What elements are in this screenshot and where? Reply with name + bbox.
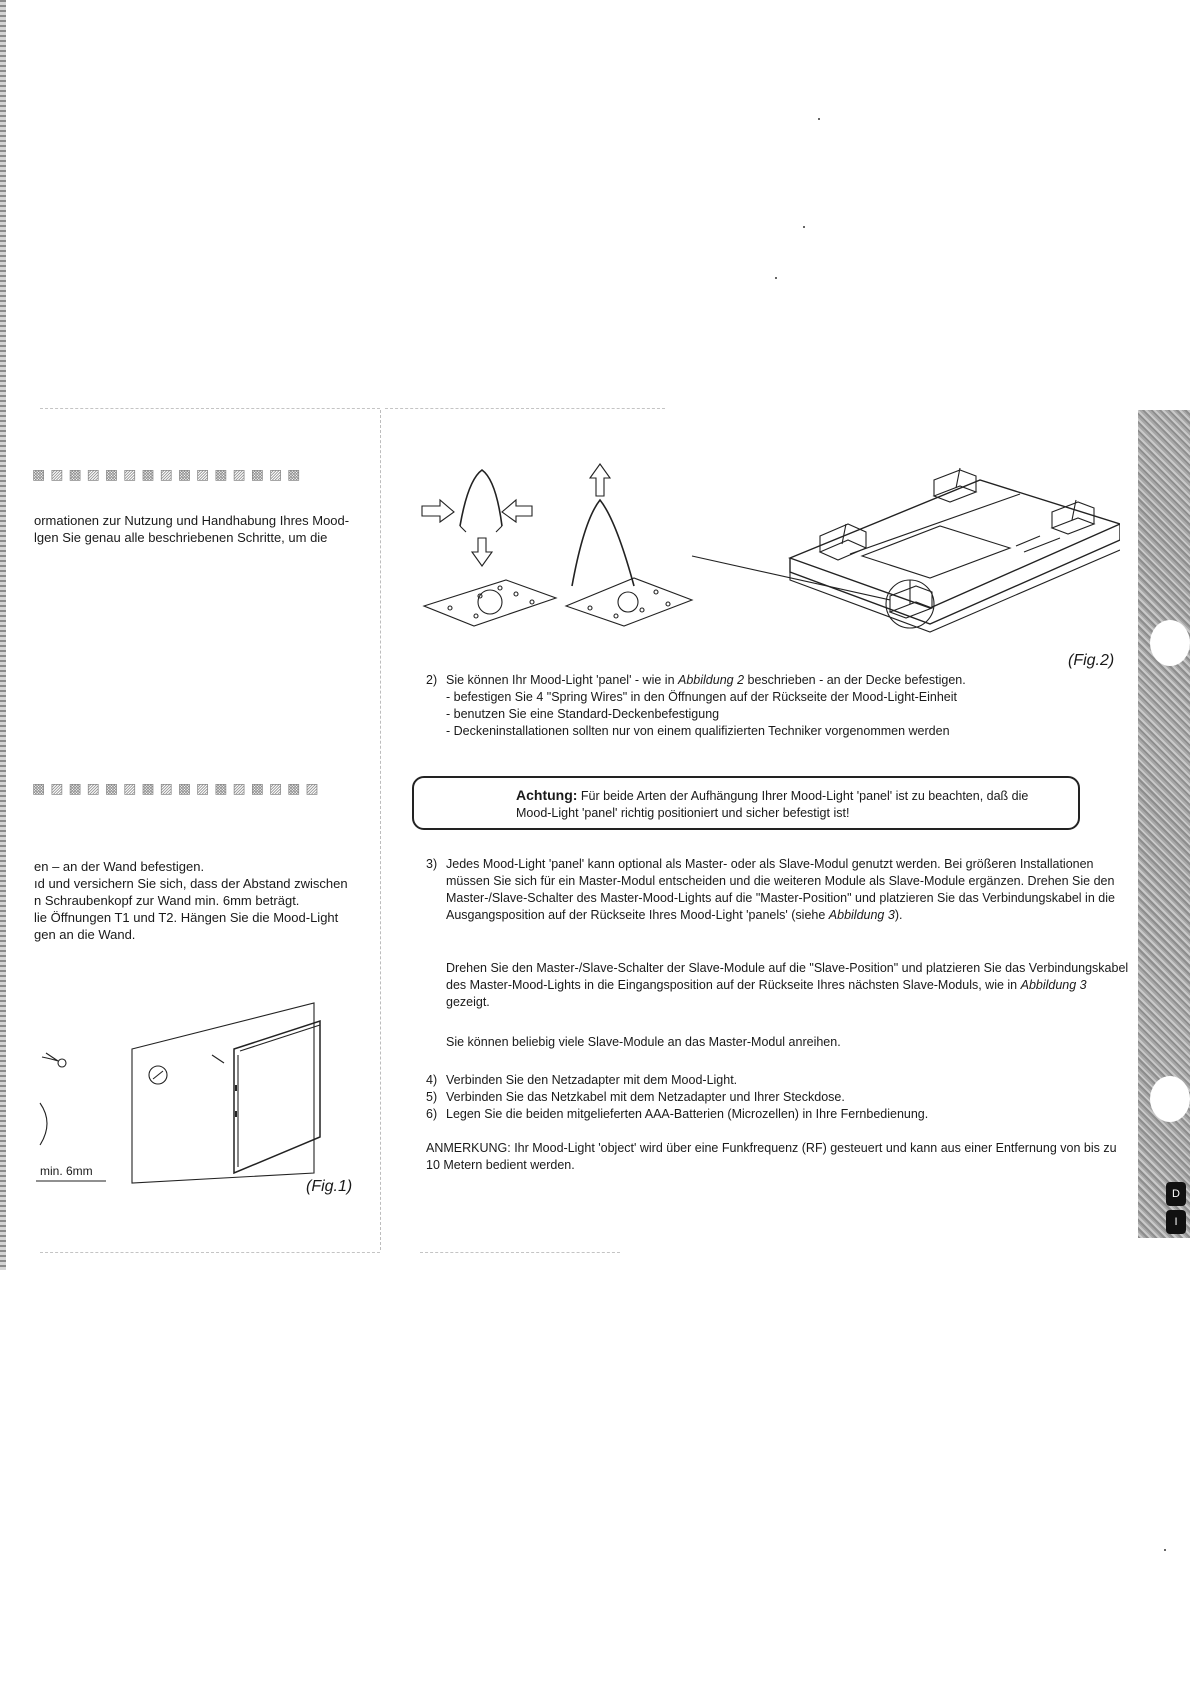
- intro-line-1: ormationen zur Nutzung und Handhabung Ihres Mood-: [34, 513, 350, 528]
- step-2-bullet: - benutzen Sie eine Standard-Deckenbefestigung: [446, 707, 720, 721]
- slave-paragraph-figure-reference: Abbildung 3: [1020, 978, 1087, 992]
- step-3: [426, 856, 1130, 924]
- language-tab-d[interactable]: [1166, 1182, 1186, 1206]
- steps-4-to-6: [426, 1072, 1130, 1123]
- warning-callout-line-1: Für beide Arten der Aufhängung Ihrer Mood-Light 'panel' ist zu beachten, daß die: [577, 789, 1029, 803]
- scan-speck: [803, 226, 805, 228]
- intro-line-2: lgen Sie genau alle beschriebenen Schritte, um die: [34, 530, 328, 545]
- step-6-text: Legen Sie die beiden mitgelieferten AAA-Batterien (Microzellen) in Ihre Fernbedienung.: [446, 1107, 929, 1121]
- rf-note: ANMERKUNG: Ihr Mood-Light 'object' wird über eine Funkfrequenz (RF) gesteuert und kann aus einer Entfernung von bis zu 10 Metern bedient werden.: [426, 1141, 1117, 1172]
- step-2-text-before: Sie können Ihr Mood-Light 'panel' - wie in: [446, 673, 678, 687]
- warning-callout-line-2: Mood-Light 'panel' richtig positioniert und sicher befestigt ist!: [516, 806, 850, 820]
- page-bottom-edge-left: [40, 1252, 380, 1253]
- step-2-text: [446, 672, 966, 689]
- step-3-text-block: [446, 856, 1130, 924]
- scan-left-edge: [0, 0, 6, 1270]
- warning-callout-box: [412, 776, 1080, 830]
- chain-paragraph: Sie können beliebig viele Slave-Module an das Master-Modul anreihen.: [446, 1035, 841, 1049]
- step-2-bullet: - befestigen Sie 4 "Spring Wires" in den Öffnungen auf der Rückseite der Mood-Light-Einheit: [446, 690, 958, 704]
- page-top-edge-left: [40, 408, 380, 409]
- step-2: [426, 672, 1126, 740]
- wall-line-2: ıd und versichern Sie sich, dass der Abstand zwischen: [34, 876, 348, 891]
- wall-line-4: lie Öffnungen T1 und T2. Hängen Sie die Mood-Light: [34, 910, 339, 925]
- figure-2-ceiling-mount: [420, 460, 1120, 660]
- binder-notch-top: [1150, 620, 1190, 666]
- step-2-bullet: - Deckeninstallationen sollten nur von einem qualifizierten Techniker vorgenommen werden: [446, 724, 950, 738]
- wall-line-3: n Schraubenkopf zur Wand min. 6mm beträgt.: [34, 893, 300, 908]
- slave-paragraph-text-end: gezeigt.: [446, 995, 490, 1009]
- wall-mount-text: [34, 858, 364, 943]
- intro-text: [34, 512, 364, 546]
- page-top-edge-right: [385, 408, 665, 409]
- step-3-figure-reference: Abbildung 3: [828, 908, 895, 922]
- slave-module-paragraph: [446, 960, 1130, 1011]
- scan-speck: [1164, 1549, 1166, 1551]
- column-divider: [380, 410, 381, 1250]
- step-5-text: Verbinden Sie das Netzkabel mit dem Netzadapter und Ihrer Steckdose.: [446, 1090, 845, 1104]
- page-bottom-edge-right: [420, 1252, 620, 1253]
- language-tab-i[interactable]: [1166, 1210, 1186, 1234]
- wall-line-5: gen an die Wand.: [34, 927, 136, 942]
- step-5-number: 5): [426, 1090, 438, 1104]
- step-3-text-end: ).: [894, 908, 903, 922]
- binder-notch-bottom: [1150, 1076, 1190, 1122]
- step-2-text-after: beschrieben - an der Decke befestigen.: [744, 673, 966, 687]
- wall-line-1: en – an der Wand befestigen.: [34, 859, 205, 874]
- language-tab-i-letter: I: [1174, 1216, 1178, 1228]
- warning-callout-text: [516, 787, 1036, 822]
- language-tab-d-letter: D: [1172, 1188, 1180, 1200]
- warning-callout-title: Achtung:: [516, 787, 578, 803]
- step-4-number: 4): [426, 1073, 438, 1087]
- step-3-text: Jedes Mood-Light 'panel' kann optional als Master- oder als Slave-Modul genutzt werden. Bei größeren Installationen müssen Sie sich für ein Master-Modul entscheiden und die weiteren Module als Slave-Module ergänzen. Drehen Sie den Master-/Slave-Schalter des Master-Mood-Lights auf die "Master-Position" und platzieren Sie das Verbindungskabel in die Ausgangsposition auf der Rückseite Ihres Mood-Light 'panels' (siehe: [446, 857, 1115, 922]
- decorative-heading-bar: ▩▨▩▨▩▨▩▨▩▨▩▨▩▨▩: [32, 466, 306, 482]
- step-3-number: 3): [426, 857, 438, 871]
- fig1-caption: (Fig.1): [306, 1178, 353, 1195]
- scan-speck: [775, 277, 777, 279]
- step-6-number: 6): [426, 1107, 438, 1121]
- slave-paragraph-text: Drehen Sie den Master-/Slave-Schalter der Slave-Module auf die "Slave-Position" und platzieren Sie das Verbindungskabel des Master-Mood-Lights in die Eingangsposition auf der Rückseite Ihres nächsten Slave-Moduls, wie in: [446, 961, 1129, 992]
- scan-speck: [818, 118, 820, 120]
- fig1-min-distance-label: min. 6mm: [40, 1164, 93, 1178]
- decorative-heading-bar-2: ▩▨▩▨▩▨▩▨▩▨▩▨▩▨▩▨: [32, 780, 324, 796]
- step-2-number: 2): [426, 673, 438, 687]
- step-4-text: Verbinden Sie den Netzadapter mit dem Mood-Light.: [446, 1073, 738, 1087]
- step-2-figure-reference: Abbildung 2: [678, 673, 745, 687]
- fig2-caption: (Fig.2): [1068, 652, 1115, 669]
